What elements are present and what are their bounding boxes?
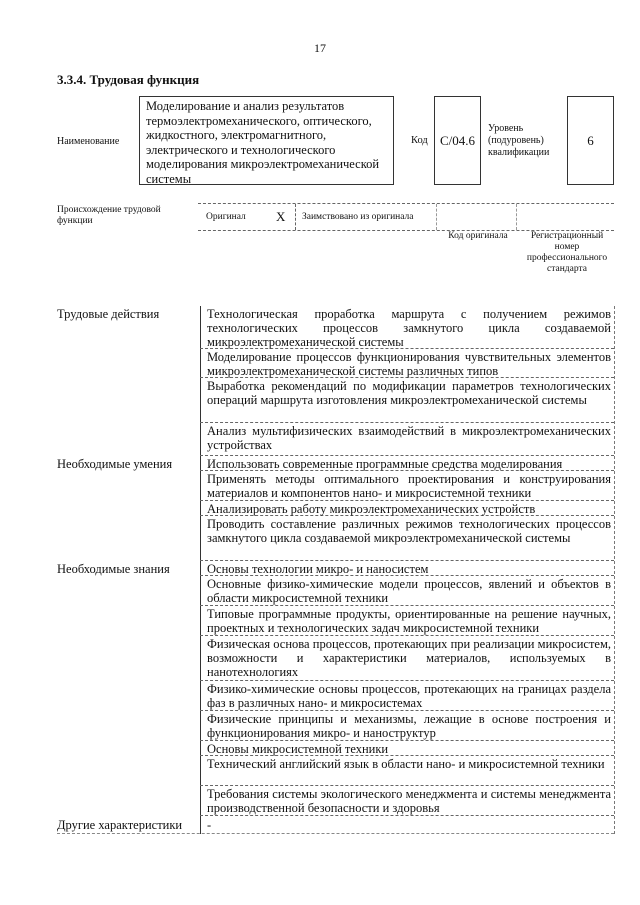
skill-item: Анализировать работу микроэлектромеханических устройств bbox=[200, 501, 614, 516]
skill-item: Применять методы оптимального проектирования и конструирования материалов и компонентов нано- и микросистемной техники bbox=[200, 471, 614, 501]
origin-divider-2 bbox=[436, 204, 437, 230]
knowledge-item: Основы микросистемной техники bbox=[200, 741, 614, 756]
page-number: 17 bbox=[314, 41, 326, 55]
origin-label: Происхождение трудовой функции bbox=[57, 205, 161, 226]
labor-action-item: Анализ мультифизических взаимодействий в микроэлектромеханических устройствах bbox=[200, 423, 614, 456]
code-value: C/04.6 bbox=[434, 96, 481, 185]
knowledge-item: Основы технологии микро- и наносистем bbox=[200, 561, 614, 576]
skill-item: Проводить составление различных режимов технологических процессов замкнутого цикла создаваемой микроэлектромеханической системы bbox=[200, 516, 614, 561]
skills-label: Необходимые умения bbox=[57, 457, 173, 471]
original-mark: X bbox=[276, 209, 286, 224]
level-value: 6 bbox=[567, 96, 614, 185]
name-label: Наименование bbox=[57, 136, 120, 147]
level-label: Уровень (подуровень) квалификации bbox=[488, 123, 550, 158]
knowledge-item: Физико-химические основы процессов, протекающих на границах раздела фаз в различных нано- и микросистемах bbox=[200, 681, 614, 711]
code-label: Код bbox=[411, 135, 428, 146]
section-title: 3.3.4. Трудовая функция bbox=[57, 72, 200, 87]
skill-item: Использовать современные программные средства моделирования bbox=[200, 456, 614, 471]
origin-divider bbox=[295, 204, 296, 230]
other-characteristics-value: - bbox=[207, 818, 212, 832]
labor-action-item: Моделирование процессов функционирования чувствительных элементов микроэлектромеханической системы различных типов bbox=[200, 349, 614, 378]
knowledge-item: Технический английский язык в области нано- и микросистемной техники bbox=[200, 756, 614, 786]
labor-action-item: Технологическая проработка маршрута с получением режимов технологических процессов замкнутого цикла создаваемой микроэлектромеханической системы bbox=[200, 306, 614, 349]
labor-actions-label: Трудовые действия bbox=[57, 307, 160, 321]
name-value: Моделирование и анализ результатов термоэлектромеханического, оптического, жидкостного, электромагнитного, электрического и технологического моделирования микроэлектромеханической системы bbox=[139, 96, 394, 185]
table-bottom-border bbox=[57, 833, 614, 834]
knowledge-item: Основные физико-химические модели процессов, явлений и объектов в области микросистемной техники bbox=[200, 576, 614, 606]
reg-number-label: Регистрационный номер профессионального стандарта bbox=[526, 231, 608, 274]
origin-row bbox=[198, 203, 614, 231]
other-characteristics-label: Другие характеристики bbox=[57, 818, 183, 832]
knowledge-item: Типовые программные продукты, ориентированные на решение научных, проектных и технологических задач микросистемной техники bbox=[200, 606, 614, 636]
labor-action-item: Выработка рекомендаций по модификации параметров технологических операций маршрута изготовления микроэлектромеханической системы bbox=[200, 378, 614, 423]
code-original-label: Код оригинала bbox=[448, 231, 508, 241]
original-label: Оригинал bbox=[206, 211, 246, 222]
origin-divider-3 bbox=[516, 204, 517, 230]
table-right-border bbox=[614, 306, 615, 834]
knowledge-item: Требования системы экологического менеджмента и системы менеджмента производственной безопасности и здоровья bbox=[200, 786, 614, 816]
knowledge-label: Необходимые знания bbox=[57, 562, 170, 576]
borrowed-label: Заимствовано из оригинала bbox=[302, 211, 414, 222]
knowledge-item: Физическая основа процессов, протекающих при реализации микросистем, возможности и характеристики материалов, используемых в нанотехнологиях bbox=[200, 636, 614, 681]
knowledge-item: Физические принципы и механизмы, лежащие в основе построения и функционирования микро- и наноструктур bbox=[200, 711, 614, 741]
